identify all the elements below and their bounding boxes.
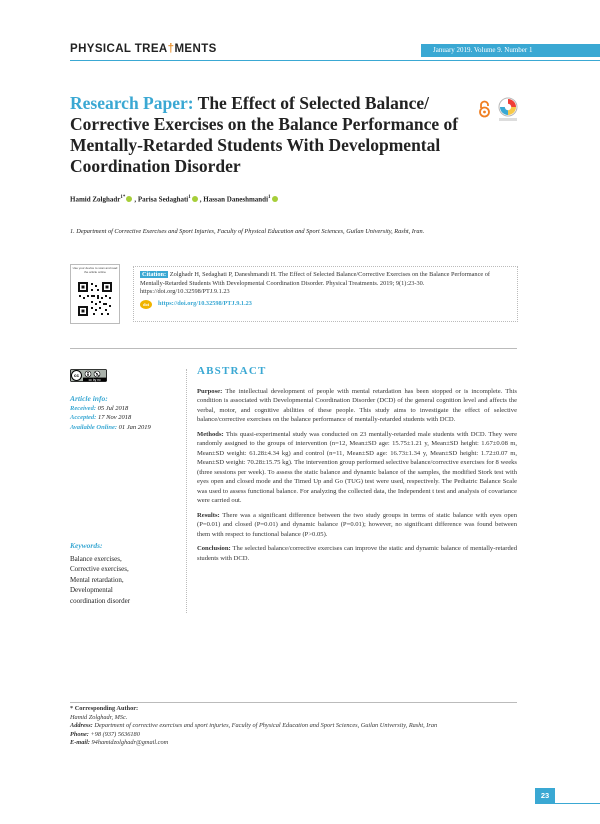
svg-text:cc: cc <box>73 373 80 379</box>
keyword-item: Mental retardation, <box>70 575 124 584</box>
abstract-label: Purpose: <box>197 387 223 395</box>
accepted-label: Accepted: <box>70 414 97 421</box>
author-sup: 1* <box>120 195 126 200</box>
affiliation: 1. Department of Corrective Exercises and Sport Injuries, Faculty of Physical Education and Sport Sciences, Guilan University, Rasht, Iran. <box>70 228 425 235</box>
online-date: 01 Jan 2019 <box>118 423 151 431</box>
cc-by-nc-license-badge[interactable] <box>70 369 107 382</box>
title-text: The Effect of Selected Balance/ Corrective Exercises on the Balance Performance of Mentally-Retarded Students With Developmental Coordination Disorder <box>70 93 459 176</box>
paper-title <box>70 93 470 177</box>
corresponding-phone <box>70 731 510 740</box>
accepted-row <box>70 413 185 423</box>
received-label: Received: <box>70 404 96 412</box>
author-name: Hassan Daneshmandi <box>203 195 269 204</box>
abstract-text: The selected balance/corrective exercises can improve the static and dynamic balance of mentally-retarded students with DCD. <box>197 545 517 562</box>
authors: Hamid Zolghadr$^{1*}$ , Parisa Sedaghati$^1$ , Hassan Daneshmandi$^1$ <box>70 195 280 203</box>
abstract-text: This quasi-experimental study was conducted on 23 mentally-retarded male students with DCD. They were randomly assigned to the groups of intervention (n=12, Mean±SD age: 15.75±1.21 y, Mean±SD height: 1.67±0.08 m, Mean±SD weight: 61.28±4.34 kg) and control (n=11, Mean±SD age: 16.73±1.34 y, Mean±SD height: 1.72±0.07 m, Mean±SD weight: 70.28±15.75 kg). The intervention group performed selective balance/corrective exercises for 8 weeks (three sessions per week). To assess the static balance and dynamic balance of the samples, the modified Stork test with eyes open and closed mode and the Timed Up and Go (TUG) test were used, respectively. The Pediatric Balance Scale was used to assess functional balance. For analyzing the collected data, the Independent t test and analysis of covariance were carried out. <box>197 430 518 504</box>
phone-value: +98 (937) 5636180 <box>90 730 140 738</box>
orcid-icon[interactable] <box>126 196 132 202</box>
doi-row <box>140 300 511 309</box>
qr-code-icon[interactable] <box>77 281 113 317</box>
journal-logo: PHYSICAL TREA†MENTS <box>70 43 217 55</box>
article-info <box>70 394 185 432</box>
email-label: E-mail: <box>70 739 90 747</box>
doi-icon: doi <box>140 300 152 309</box>
received-row <box>70 404 185 414</box>
abstract-label: Conclusion: <box>197 545 231 552</box>
keyword-item: Balance exercises, <box>70 554 122 563</box>
author-name: Hamid Zolghadr <box>70 195 121 204</box>
corresponding-author <box>70 705 510 748</box>
article-info-title: Article info: <box>70 394 108 403</box>
corresponding-email <box>70 739 510 748</box>
page-number: 23 <box>535 788 555 804</box>
accepted-date: 17 Nov 2018 <box>97 414 132 421</box>
license-text: cc by nc <box>88 377 101 382</box>
abstract-results <box>197 511 517 540</box>
received-date: 05 Jul 2018 <box>97 404 129 412</box>
open-access-icon <box>478 100 491 118</box>
abstract-title: ABSTRACT <box>197 365 267 377</box>
column-divider <box>186 369 187 613</box>
corresponding-name: Hamid Zolghadr, MSc. <box>70 713 128 721</box>
citation-label: Citation: <box>142 271 167 278</box>
orcid-icon[interactable] <box>192 196 198 202</box>
citation-box <box>133 266 518 322</box>
abstract-label: Methods: <box>197 430 224 438</box>
corresponding-title: * Corresponding Author: <box>70 705 139 712</box>
address-label: Address: <box>70 722 93 730</box>
footer-rule <box>70 702 517 703</box>
orcid-icon[interactable] <box>272 196 278 202</box>
corresponding-address <box>70 722 510 731</box>
address-value: Department of corrective exercises and sport injuries, Faculty of Physical Education and Sport Sciences, Guilan University, Rasht, Iran <box>94 722 438 730</box>
phone-label: Phone: <box>70 730 89 738</box>
section-divider <box>70 348 517 349</box>
keyword-item: Developmental <box>70 586 113 595</box>
abstract-methods <box>197 430 517 506</box>
abstract-conclusion <box>197 544 517 563</box>
online-label: Available Online: <box>70 423 118 431</box>
crossmark-icon[interactable] <box>497 97 519 123</box>
qr-box <box>70 264 120 324</box>
paper-type-label: Research Paper: <box>70 93 194 113</box>
online-row <box>70 423 185 433</box>
issue-info: January 2019. Volume 9. Number 1 <box>421 44 600 57</box>
abstract-text: The intellectual development of people with mental retardation has been stopped or is incomplete. This condition is associated with Developmental Coordination Disorder (DCD) of the general cognition level and affects the verbal, motor, and cognitive abilities of these people. This study aims to investigate the effect of selective balance/corrective exercises on the balance performance of mentally-retarded students with DCD. <box>197 387 517 423</box>
keywords-title: Keywords: <box>70 541 103 550</box>
abstract-label: Results: <box>197 511 220 519</box>
author-sup: 1 <box>268 195 271 200</box>
citation-text: Zolghadr H, Sedaghati P, Daneshmandi H. The Effect of Selected Balance/Corrective Exercises on the Balance Performance of Mentally-Retarded Students With Developmental Coordination Disorder. Physical Treatments. 2019; 9(1):23-30. https://doi.org/10.32598/PTJ.9.1.23 <box>140 271 490 296</box>
keyword-item: coordination disorder <box>70 596 131 605</box>
author-name: Parisa Sedaghati <box>137 195 189 204</box>
abstract-text: There was a significant difference between the two study groups in terms of static balance with eyes open (P=0.01) and closed (P=0.01) and dynamic balance (P=0.01); however, no significant difference was found between them with respect to functional balance (P>0.05). <box>197 511 517 538</box>
email-value[interactable]: 94hamidzolghadr@gmail.com <box>91 739 169 747</box>
qr-caption: Use your device to scan and read the article online <box>72 266 118 274</box>
abstract <box>197 367 517 568</box>
keyword-item: Corrective exercises, <box>70 565 129 574</box>
author-sup: 1 <box>188 195 191 200</box>
keywords <box>70 541 185 607</box>
header-rule <box>70 60 600 61</box>
page-number-rule <box>535 803 600 804</box>
abstract-purpose <box>197 387 517 425</box>
doi-link[interactable]: https://doi.org/10.32598/PTJ.9.1.23 <box>158 299 252 307</box>
